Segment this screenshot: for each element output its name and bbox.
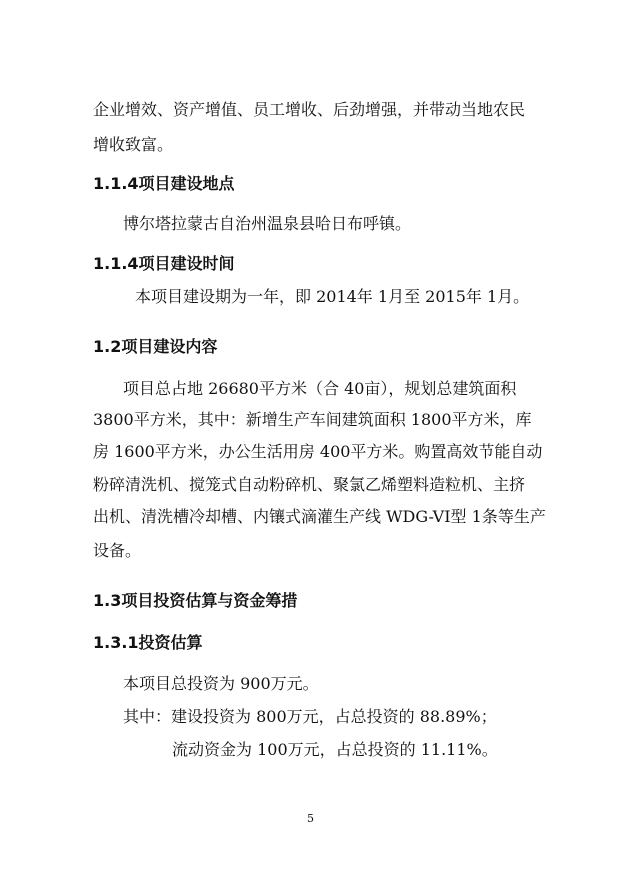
investment-line: 本项目总投资为 900万元。: [123, 674, 319, 693]
content-line: 房 1600平方米，办公生活用房 400平方米。购置高效节能自动: [93, 442, 543, 461]
content-line: 出机、清洗槽冷却槽、内镶式滴灌生产线 WDG-VI型 1条等生产: [93, 507, 546, 526]
section-heading-time: 1.1.4项目建设时间: [93, 254, 235, 273]
location-text: 博尔塔拉蒙古自治州温泉县哈日布呼镇。: [123, 214, 412, 233]
time-text: 本项目建设期为一年，即 2014年 1月至 2015年 1月。: [135, 287, 530, 306]
content-line: 设备。: [93, 541, 142, 560]
section-heading-location: 1.1.4项目建设地点: [93, 174, 235, 193]
page-number: 5: [307, 812, 314, 825]
content-line: 项目总占地 26680平方米（合 40亩），规划总建筑面积: [123, 379, 517, 398]
section-heading-content: 1.2项目建设内容: [93, 337, 218, 356]
section-heading-investment: 1.3项目投资估算与资金筹措: [93, 591, 298, 610]
investment-line: 其中：建设投资为 800万元，占总投资的 88.89%；: [123, 707, 497, 726]
investment-line: 流动资金为 100万元，占总投资的 11.11%。: [172, 740, 498, 759]
paragraph-line: 企业增效、资产增值、员工增收、后劲增强，并带动当地农民: [93, 100, 526, 119]
paragraph-line: 增收致富。: [93, 135, 174, 154]
content-line: 3800平方米，其中：新增生产车间建筑面积 1800平方米，库: [93, 410, 532, 429]
subsection-heading-estimate: 1.3.1投资估算: [93, 633, 203, 652]
content-line: 粉碎清洗机、搅笼式自动粉碎机、聚氯乙烯塑料造粒机、主挤: [93, 475, 526, 494]
